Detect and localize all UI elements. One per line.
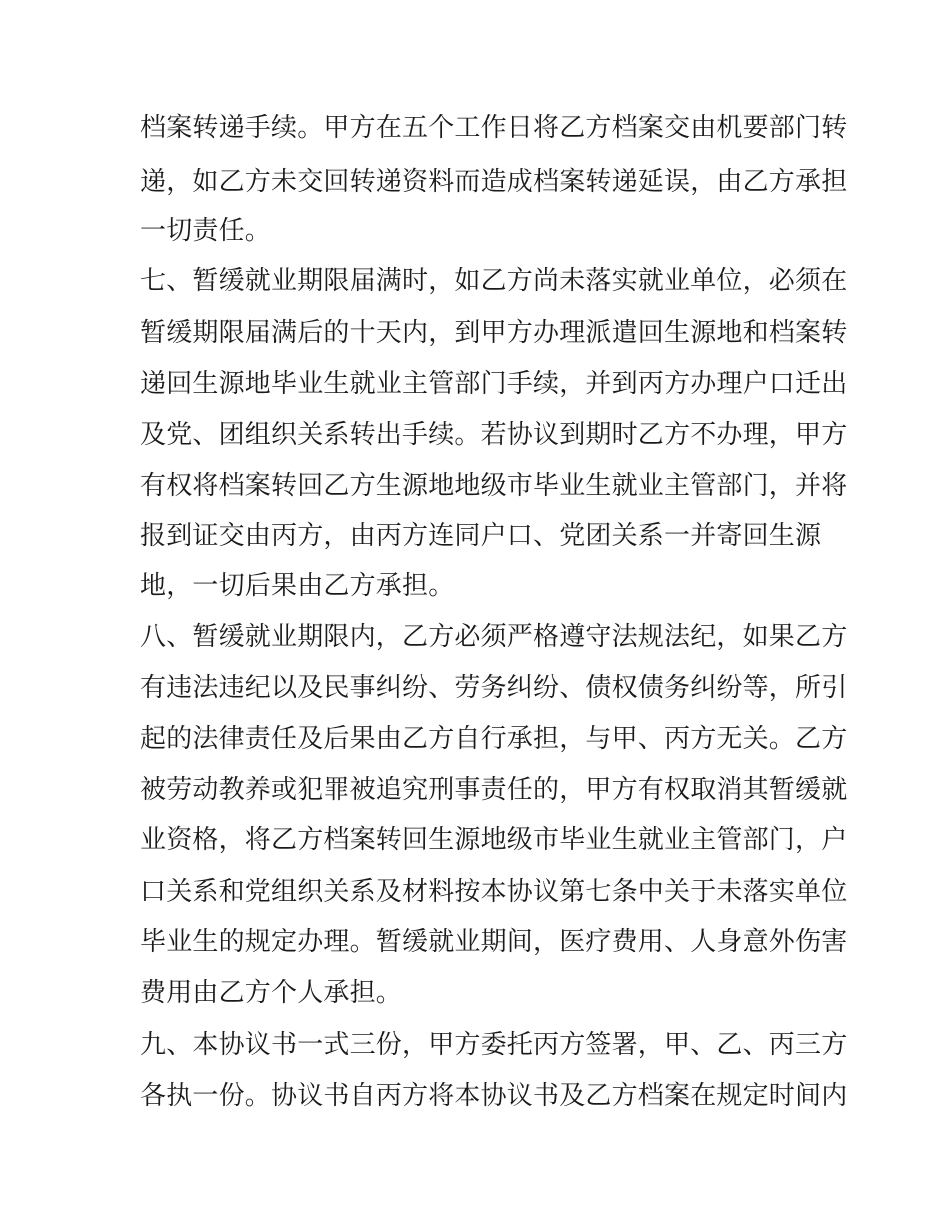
text-line: 业资格，将乙方档案转回生源地级市毕业生就业主管部门，户 bbox=[140, 825, 848, 855]
text-line: 递，如乙方未交回转递资料而造成档案转递延误，由乙方承担 bbox=[140, 167, 848, 197]
text-line: 地，一切后果由乙方承担。 bbox=[140, 571, 455, 601]
text-line: 有权将档案转回乙方生源地地级市毕业生就业主管部门，并将 bbox=[140, 471, 848, 501]
text-line: 递回生源地毕业生就业主管部门手续，并到丙方办理户口迁出 bbox=[140, 369, 848, 399]
text-line: 七、暂缓就业期限届满时，如乙方尚未落实就业单位，必须在 bbox=[140, 266, 848, 296]
text-line: 起的法律责任及后果由乙方自行承担，与甲、丙方无关。乙方 bbox=[140, 724, 848, 754]
text-line: 各执一份。协议书自丙方将本协议书及乙方档案在规定时间内 bbox=[140, 1081, 848, 1111]
text-line: 被劳动教养或犯罪被追究刑事责任的，甲方有权取消其暂缓就 bbox=[140, 775, 848, 805]
text-line: 口关系和党组织关系及材料按本协议第七条中关于未落实单位 bbox=[140, 877, 848, 907]
text-line: 报到证交由丙方，由丙方连同户口、党团关系一并寄回生源 bbox=[140, 521, 822, 551]
text-line: 一切责任。 bbox=[140, 216, 272, 246]
text-line: 及党、团组织关系转出手续。若协议到期时乙方不办理，甲方 bbox=[140, 420, 848, 450]
text-line: 有违法违纪以及民事纠纷、劳务纠纷、债权债务纠纷等，所引 bbox=[140, 673, 848, 703]
text-line: 八、暂缓就业期限内，乙方必须严格遵守法规法纪，如果乙方 bbox=[140, 622, 848, 652]
text-line: 费用由乙方个人承担。 bbox=[140, 978, 403, 1008]
text-line: 暂缓期限届满后的十天内，到甲方办理派遣回生源地和档案转 bbox=[140, 318, 848, 348]
text-line: 毕业生的规定办理。暂缓就业期间，医疗费用、人身意外伤害 bbox=[140, 927, 848, 957]
text-line: 档案转递手续。甲方在五个工作日将乙方档案交由机要部门转 bbox=[140, 113, 848, 143]
text-line: 九、本协议书一式三份，甲方委托丙方签署，甲、乙、丙三方 bbox=[140, 1030, 848, 1060]
